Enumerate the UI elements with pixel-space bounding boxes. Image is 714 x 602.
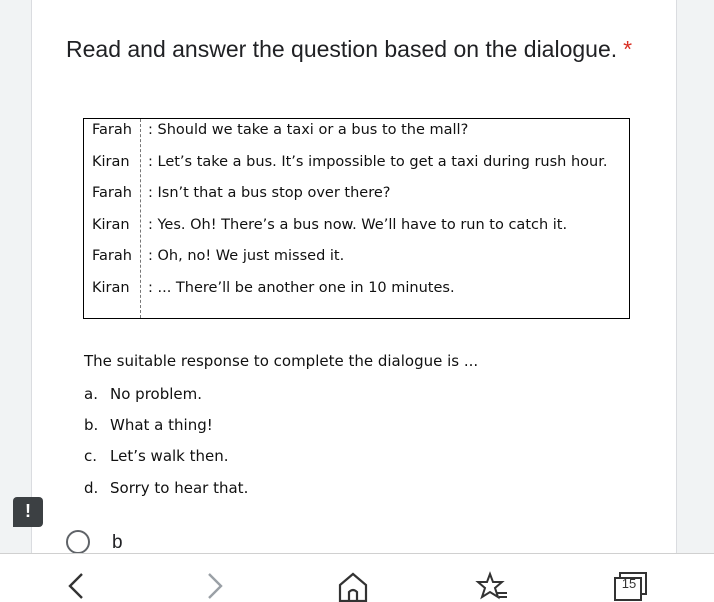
radio-button[interactable] — [66, 530, 90, 554]
speaker: Kiran — [92, 154, 130, 170]
speaker: Farah — [92, 185, 132, 201]
option-item — [84, 447, 229, 465]
dialogue-line: : Isn’t that a bus stop over there? — [148, 185, 391, 201]
dialogue-image — [83, 118, 630, 319]
dialogue-line: : ... There’ll be another one in 10 minutes. — [148, 280, 455, 296]
option-item — [84, 385, 202, 403]
dialogue-line: : Oh, no! We just missed it. — [148, 248, 345, 264]
option-letter: b. — [84, 416, 99, 434]
speaker: Farah — [92, 122, 132, 138]
option-item — [84, 479, 248, 497]
dialogue-line: : Should we take a taxi or a bus to the mall? — [148, 122, 469, 138]
option-text: What a thing! — [110, 416, 213, 434]
option-letter: d. — [84, 479, 99, 497]
dialogue-divider — [140, 119, 141, 318]
speaker: Kiran — [92, 217, 130, 233]
back-arrow-icon[interactable] — [56, 564, 96, 602]
question-prompt: The suitable response to complete the dialogue is ... — [84, 352, 479, 370]
browser-bottom-nav — [0, 553, 714, 602]
option-letter: a. — [84, 385, 98, 403]
option-item — [84, 416, 213, 434]
question-card — [31, 0, 677, 560]
speaker: Kiran — [92, 280, 130, 296]
option-text: Let’s walk then. — [110, 447, 229, 465]
answer-choice-label: b — [112, 532, 123, 553]
option-text: Sorry to hear that. — [110, 479, 249, 497]
question-title — [66, 36, 632, 63]
speaker: Farah — [92, 248, 132, 264]
report-icon-glyph: ! — [25, 501, 31, 521]
dialogue-line: : Yes. Oh! There’s a bus now. We’ll have to run to catch it. — [148, 217, 568, 233]
tab-count: 15 — [621, 576, 637, 591]
forward-arrow-icon[interactable] — [195, 564, 235, 602]
option-text: No problem. — [110, 385, 202, 403]
option-letter: c. — [84, 447, 98, 465]
question-title-text: Read and answer the question based on the dialogue. — [66, 36, 618, 62]
dialogue-line: : Let’s take a bus. It’s impossible to get a taxi during rush hour. — [148, 154, 608, 170]
home-icon[interactable] — [333, 564, 373, 602]
favorites-icon[interactable] — [472, 564, 512, 602]
report-icon[interactable] — [13, 497, 43, 527]
required-marker: * — [623, 36, 633, 62]
